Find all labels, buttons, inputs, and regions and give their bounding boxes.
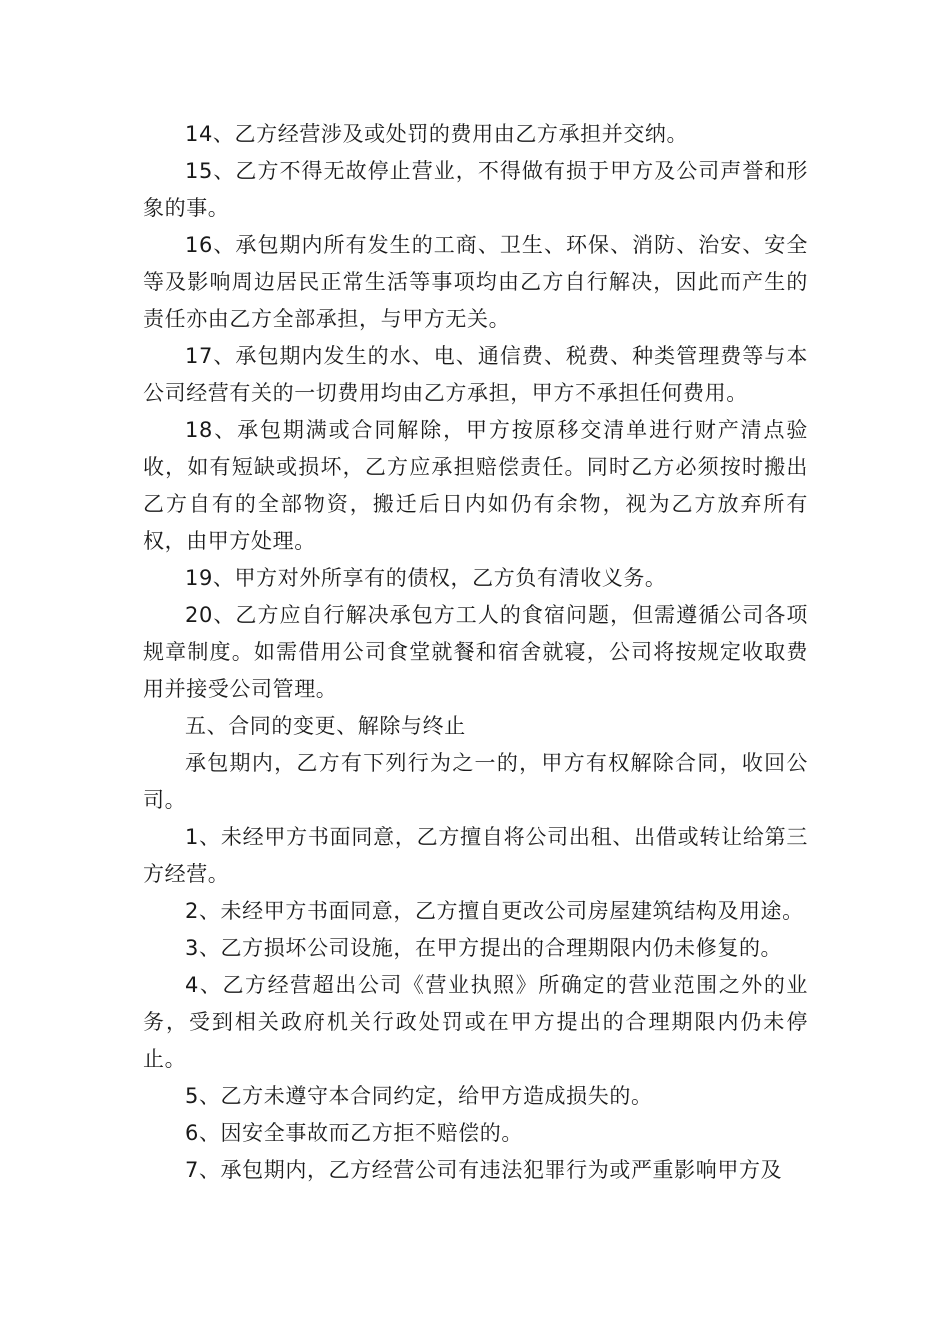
section-heading-5: 五、合同的变更、解除与终止	[185, 714, 466, 738]
paragraph-termination-7: 7、承包期内，乙方经营公司有违法犯罪行为或严重影响甲方及	[185, 1158, 783, 1182]
document-body	[143, 116, 808, 1189]
paragraph-clause-15: 15、乙方不得无故停止营业，不得做有损于甲方及公司声誉和形象的事。	[143, 159, 808, 220]
paragraph-termination-3: 3、乙方损坏公司设施，在甲方提出的合理期限内仍未修复的。	[185, 936, 783, 960]
paragraph-termination-6: 6、因安全事故而乙方拒不赔偿的。	[185, 1121, 523, 1145]
paragraph-clause-14: 14、乙方经营涉及或处罚的费用由乙方承担并交纳。	[185, 122, 689, 146]
paragraph-termination-intro: 承包期内，乙方有下列行为之一的，甲方有权解除合同，收回公司。	[143, 751, 808, 812]
paragraph-termination-1: 1、未经甲方书面同意，乙方擅自将公司出租、出借或转让给第三方经营。	[143, 825, 808, 886]
paragraph-clause-16: 16、承包期内所有发生的工商、卫生、环保、消防、治安、安全等及影响周边居民正常生活等事项均由乙方自行解决，因此而产生的责任亦由乙方全部承担，与甲方无关。	[143, 233, 808, 331]
paragraph-clause-20: 20、乙方应自行解决承包方工人的食宿问题，但需遵循公司各项规章制度。如需借用公司食堂就餐和宿舍就寝，公司将按规定收取费用并接受公司管理。	[143, 603, 808, 701]
paragraph-clause-19: 19、甲方对外所享有的债权，乙方负有清收义务。	[185, 566, 667, 590]
paragraph-termination-5: 5、乙方未遵守本合同约定，给甲方造成损失的。	[185, 1084, 653, 1108]
paragraph-termination-2: 2、未经甲方书面同意，乙方擅自更改公司房屋建筑结构及用途。	[185, 899, 804, 923]
paragraph-termination-4: 4、乙方经营超出公司《营业执照》所确定的营业范围之外的业务，受到相关政府机关行政处罚或在甲方提出的合理期限内仍未停止。	[143, 973, 808, 1071]
paragraph-clause-17: 17、承包期内发生的水、电、通信费、税费、种类管理费等与本公司经营有关的一切费用均由乙方承担，甲方不承担任何费用。	[143, 344, 808, 405]
paragraph-clause-18: 18、承包期满或合同解除，甲方按原移交清单进行财产清点验收，如有短缺或损坏，乙方应承担赔偿责任。同时乙方必须按时搬出乙方自有的全部物资，搬迁后日内如仍有余物，视为乙方放弃所有权，由甲方处理。	[143, 418, 808, 553]
